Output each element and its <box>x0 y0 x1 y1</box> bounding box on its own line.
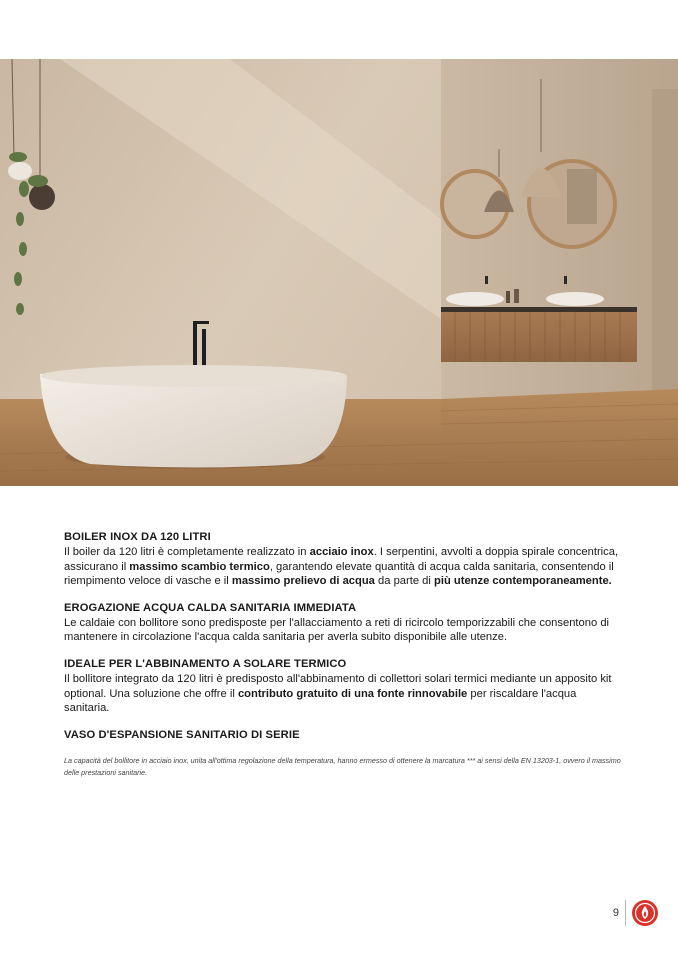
section-boiler-inox <box>64 530 624 589</box>
section-title: IDEALE PER L'ABBINAMENTO A SOLARE TERMICO <box>64 657 347 670</box>
bold-text-run: massimo scambio termico <box>129 560 270 573</box>
text-run: Le caldaie con bollitore sono predisposte per l'allacciamento a reti di ricircolo temporizzabili che consentono di mantenere in circolazione l'acqua calda sanitaria per averla subito disponibile alle utenze. <box>64 616 610 644</box>
bold-text-run: massimo prelievo di acqua <box>231 575 375 588</box>
text-run: da parte di <box>374 575 434 588</box>
page-number: 9 <box>612 907 619 919</box>
text-run: per riscaldare l'acqua sanitaria. <box>64 687 577 715</box>
section-body <box>64 616 624 645</box>
footer-divider <box>625 900 626 926</box>
bold-text-run: contributo gratuito di una fonte rinnovabile <box>237 687 468 700</box>
bold-text-run: acciaio inox <box>309 546 374 558</box>
text-run: Il boiler da 120 litri è completamente realizzato in <box>64 546 310 558</box>
section-title: EROGAZIONE ACQUA CALDA SANITARIA IMMEDIATA <box>64 601 357 614</box>
section-body <box>64 672 624 716</box>
section-solare-termico <box>64 657 624 716</box>
section-title: BOILER INOX DA 120 LITRI <box>64 531 211 543</box>
section-body <box>64 545 624 589</box>
section-vaso-espansione <box>64 728 624 743</box>
hero-bathroom-image <box>0 59 678 486</box>
bold-text-run: più utenze contemporaneamente. <box>434 575 612 588</box>
text-run: . I serpentini, avvolti a doppia spirale concentrica, assicurano il <box>64 546 619 573</box>
section-title: VASO D'ESPANSIONE SANITARIO DI SERIE <box>64 728 300 741</box>
text-run: Il bollitore integrato da 120 litri è predisposto all'abbinamento di collettori solari termici mediante un apposito kit optional. Una soluzione che offre il <box>64 672 612 700</box>
text-run: , garantendo elevate quantità di acqua calda sanitaria, consentendo il riempimento veloce di vasche e il <box>64 560 614 588</box>
footnote: La capacità del bollitore in acciaio inox, unita all'ottima regolazione della temperatura, hanno ermesso di ottenere la marcatura *** ai sensi della EN 13203-1, ovvero il massimo delle prestazioni sanitarie. <box>64 755 621 777</box>
content-area <box>64 530 624 778</box>
flame-logo-icon <box>632 900 658 926</box>
section-erogazione <box>64 601 624 645</box>
page-footer <box>613 900 658 926</box>
